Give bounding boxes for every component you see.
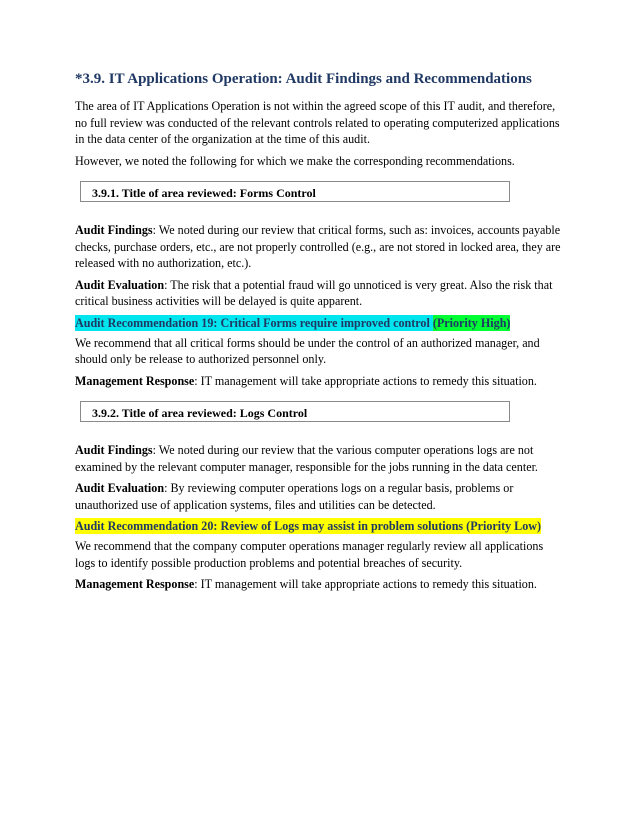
management-response-text: : IT management will take appropriate actions to remedy this situation. <box>194 373 537 388</box>
audit-evaluation-paragraph <box>75 480 565 513</box>
audit-evaluation-paragraph <box>75 277 565 310</box>
audit-findings-paragraph <box>75 442 565 475</box>
management-response-label: Management Response <box>75 577 195 591</box>
audit-findings-label: Audit Findings <box>75 223 153 237</box>
audit-findings-text: : We noted during our review that critical forms, such as: invoices, accounts payable checks, purchase orders, etc., are not properly controlled (e.g., are not stored in locked area, they are released with no authorization, etc.). <box>75 223 561 270</box>
recommendation-title-highlight: Audit Recommendation 19: Critical Forms require improved control <box>75 315 430 330</box>
management-response-label: Management Response <box>75 373 195 388</box>
audit-evaluation-label: Audit Evaluation <box>75 277 165 292</box>
management-response-text: : IT management will take appropriate actions to remedy this situation. <box>194 577 537 591</box>
recommendation-title-highlight: Audit Recommendation 20: Review of Logs may assist in problem solutions <box>75 519 464 533</box>
audit-findings-label: Audit Findings <box>75 443 153 457</box>
audit-evaluation-text: : The risk that a potential fraud will go unnoticed is very great. Also the risk that critical business activities will be delayed is quite apparent. <box>75 277 553 308</box>
management-response-paragraph <box>75 373 565 390</box>
audit-recommendation-heading <box>75 315 565 331</box>
management-response-paragraph <box>75 576 565 593</box>
recommendation-priority-badge: (Priority High) <box>432 315 511 330</box>
audit-evaluation-label: Audit Evaluation <box>75 481 165 495</box>
page-content <box>75 70 565 598</box>
intro-paragraph-2: However, we noted the following for which we make the corresponding recommendations. <box>75 153 515 168</box>
intro-paragraph-1: The area of IT Applications Operation is not within the agreed scope of this IT audit, and therefore, no full review was conducted of the relevant controls related to operating computerized applications in the data center of the organization at the time of this audit. <box>75 99 560 146</box>
recommendation-priority-badge: (Priority Low) <box>466 519 542 533</box>
audit-recommendation-heading <box>75 518 565 534</box>
section-heading: *3.9. IT Applications Operation: Audit Findings and Recommendations <box>75 71 532 87</box>
area-title-box-logs-control: 3.9.2. Title of area reviewed: Logs Control <box>80 401 510 422</box>
area-title-box-forms-control: 3.9.1. Title of area reviewed: Forms Control <box>80 181 510 202</box>
audit-recommendation-text: We recommend that all critical forms should be under the control of an authorized manager, and should only be release to authorized personnel only. <box>75 335 540 366</box>
audit-findings-text: : We noted during our review that the various computer operations logs are not examined by the relevant computer manager, responsible for the jobs running in the data center. <box>75 443 538 474</box>
audit-evaluation-text: : By reviewing computer operations logs on a regular basis, problems or unauthorized use of application systems, files and utilities can be detected. <box>75 481 514 512</box>
audit-findings-paragraph <box>75 222 565 272</box>
audit-recommendation-text: We recommend that the company computer operations manager regularly review all applications logs to identify possible production problems and potential breaches of security. <box>75 539 544 570</box>
